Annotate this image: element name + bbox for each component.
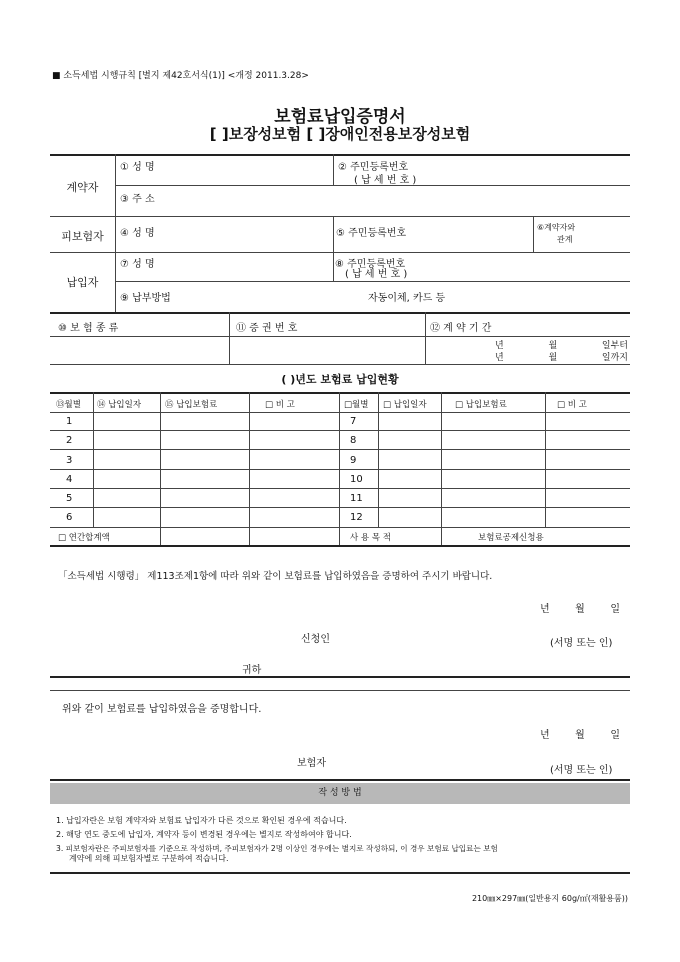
month-cell: 3 — [66, 455, 73, 466]
month-cell: 6 — [66, 512, 73, 523]
month-cell: 1 — [66, 416, 73, 427]
month-cell: 5 — [66, 493, 73, 504]
date-year: 년 — [540, 730, 550, 741]
payment-status-title: ( )년도 보험료 납입현황 — [281, 373, 399, 386]
payer-name-label: ⑦ 성 명 — [120, 259, 155, 270]
contractor-label: 계약자 — [66, 181, 99, 194]
form-title: 보험료납입증명서 — [274, 107, 406, 127]
col-month: ⑬월별 — [56, 400, 81, 410]
form-header-note: ■ 소득세법 시행규칙 [별지 제42호서식(1)] <개정 2011.3.28> — [52, 71, 309, 81]
purpose-value: 보험료공제신청용 — [478, 533, 544, 543]
divider — [333, 154, 334, 185]
col-note-2: □ 비 고 — [557, 400, 587, 410]
divider — [50, 676, 630, 678]
period-to-line — [495, 350, 628, 363]
divider — [50, 872, 630, 874]
divider — [50, 336, 630, 337]
month-cell: 2 — [66, 435, 73, 446]
relation-label-2: 관계 — [557, 235, 573, 244]
divider — [50, 527, 630, 528]
insured-name-label: ④ 성 명 — [120, 228, 155, 239]
form-subtitle: [ ]보장성보험 [ ]장애인전용보장성보험 — [209, 125, 471, 143]
divider — [50, 488, 630, 489]
month-cell: 8 — [350, 435, 357, 446]
divider — [50, 392, 630, 394]
divider — [229, 312, 230, 364]
certify-date-line — [540, 726, 620, 741]
relation-label: ⑥계약자와 — [537, 223, 576, 232]
request-date-line — [540, 600, 620, 615]
divider — [50, 216, 630, 217]
payer-taxno-label: ( 납 세 번 호 ) — [345, 269, 408, 280]
request-statement: 「소득세법 시행령」 제113조제1항에 따라 위와 같이 보험료를 납입하였음을 증명하여 주시기 바랍니다. — [58, 571, 493, 582]
paper-spec-note: 210㎜×297㎜(일반용지 60g/㎡(재활용품)) — [471, 894, 628, 903]
applicant-label: 신청인 — [301, 634, 330, 645]
divider — [50, 252, 630, 253]
applicant-signature-label: (서명 또는 인) — [550, 638, 613, 649]
instruction-item-cont: 계약에 의해 피보험자별로 구분하여 적습니다. — [69, 854, 229, 863]
period-month: 월 — [548, 341, 558, 351]
divider — [115, 216, 116, 312]
payer-label: 납입자 — [66, 276, 99, 289]
col-pay-date-2: □ 납입일자 — [383, 400, 427, 410]
period-day-from: 일부터 — [601, 341, 628, 351]
instructions-title: 작 성 방 법 — [50, 783, 630, 804]
insured-label: 피보험자 — [61, 230, 104, 243]
instruction-item: 1. 납입자란은 보험 계약자와 보험료 납입자가 다른 것으로 확인된 경우에 적습니다. — [56, 816, 347, 825]
insurer-label: 보험자 — [297, 758, 326, 769]
date-month: 월 — [575, 730, 585, 741]
contractor-address-label: ③ 주 소 — [120, 194, 155, 205]
policy-number-label: ⑪ 증 권 번 호 — [236, 323, 298, 334]
table-top-border — [50, 154, 630, 156]
col-pay-date: ⑭ 납입일자 — [97, 400, 142, 410]
contractor-name-label: ① 성 명 — [120, 162, 155, 173]
instruction-item: 2. 해당 연도 중도에 납입자, 계약자 등이 변경된 경우에는 별지로 작성하여야 합니다. — [56, 830, 352, 839]
divider — [533, 216, 534, 252]
divider — [50, 412, 630, 413]
col-premium: ⑮ 납입보험료 — [165, 400, 218, 410]
payer-rrn-label: ⑧ 주민등록번호 — [335, 259, 406, 270]
month-cell: 12 — [350, 512, 363, 523]
period-day-to: 일까지 — [601, 353, 628, 363]
payment-method-value: 자동이체, 카드 등 — [368, 293, 446, 304]
col-premium-2: □ 납입보험료 — [455, 400, 507, 410]
month-cell: 10 — [350, 474, 363, 485]
month-cell: 4 — [66, 474, 73, 485]
divider — [333, 252, 334, 281]
divider — [50, 364, 630, 365]
divider — [333, 216, 334, 252]
divider — [50, 469, 630, 470]
annual-total-label: □ 연간합계액 — [58, 533, 110, 543]
divider — [115, 281, 630, 282]
date-month: 월 — [575, 604, 585, 615]
period-year: 년 — [495, 341, 504, 351]
instruction-item: 3. 피보험자란은 주피보험자를 기준으로 작성하며, 주피보험자가 2명 이상인 경우에는 별지로 작성하되, 이 경우 보험료 납입료는 보험 — [56, 844, 498, 853]
divider — [50, 312, 630, 314]
contractor-rrn-label: ② 주민등록번호 — [338, 162, 409, 173]
payment-method-label: ⑨ 납부방법 — [120, 293, 171, 304]
month-cell: 9 — [350, 455, 357, 466]
divider — [50, 545, 630, 547]
col-month-2: □월별 — [344, 400, 369, 410]
contract-period-label: ⑫ 계 약 기 간 — [430, 323, 492, 334]
period-year: 년 — [495, 353, 504, 363]
purpose-label: 사 용 목 적 — [350, 533, 391, 543]
period-month: 월 — [548, 353, 558, 363]
month-cell: 11 — [350, 493, 363, 504]
date-day: 일 — [610, 730, 620, 741]
divider — [50, 449, 630, 450]
divider — [50, 690, 630, 691]
insured-rrn-label: ⑤ 주민등록번호 — [336, 228, 407, 239]
col-note: □ 비 고 — [265, 400, 295, 410]
divider — [425, 312, 426, 364]
insurer-signature-label: (서명 또는 인) — [550, 765, 613, 776]
divider — [50, 507, 630, 508]
certify-statement: 위와 같이 보험료를 납입하였음을 증명합니다. — [62, 704, 262, 715]
contractor-taxno-label: ( 납 세 번 호 ) — [354, 175, 417, 186]
month-cell: 7 — [350, 416, 357, 427]
divider — [50, 430, 630, 431]
date-year: 년 — [540, 604, 550, 615]
insurance-type-label: ⑩ 보 험 종 류 — [58, 323, 119, 334]
date-day: 일 — [610, 604, 620, 615]
divider — [50, 779, 630, 781]
addressee-label: 귀하 — [242, 665, 262, 676]
